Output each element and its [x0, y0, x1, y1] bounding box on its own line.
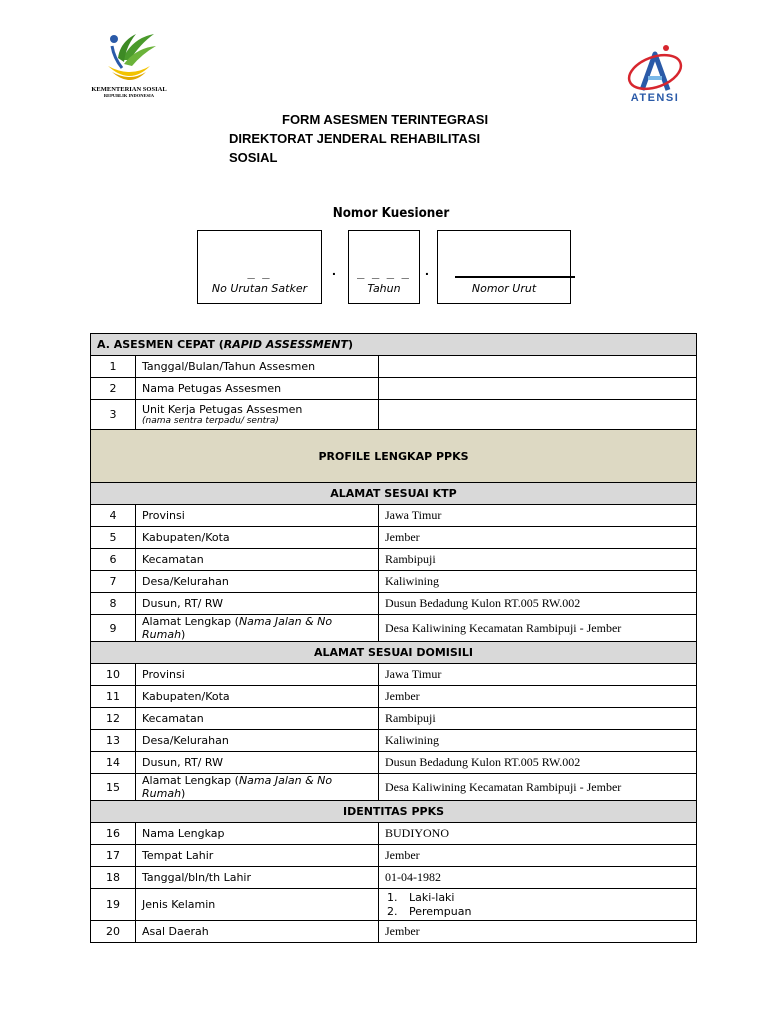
row-label: Desa/Kelurahan — [136, 571, 379, 593]
title-line-1: FORM ASESMEN TERINTEGRASI — [282, 112, 489, 127]
section-header — [91, 642, 697, 664]
kuesioner-title: Nomor Kuesioner — [332, 206, 450, 221]
kemensos-emblem-icon — [102, 30, 158, 84]
row-label: Asal Daerah — [136, 921, 379, 943]
table-row — [91, 730, 697, 752]
row-value[interactable] — [379, 356, 697, 378]
separator-dot: . — [425, 262, 429, 278]
row-number: 13 — [91, 730, 136, 752]
table-row — [91, 571, 697, 593]
row-number: 14 — [91, 752, 136, 774]
row-value[interactable]: Jawa Timur — [379, 664, 697, 686]
row-value[interactable]: Rambipuji — [379, 708, 697, 730]
row-value[interactable]: Desa Kaliwining Kecamatan Rambipuji - Jember — [379, 774, 697, 801]
row-label: Alamat Lengkap (Nama Jalan & No Rumah) — [136, 774, 379, 801]
form-title — [229, 110, 549, 167]
nomor-urut-box[interactable] — [437, 230, 571, 304]
row-number: 6 — [91, 549, 136, 571]
table-row — [91, 752, 697, 774]
table-row — [91, 921, 697, 943]
row-label: Tanggal/Bulan/Tahun Assesmen — [136, 356, 379, 378]
title-line-2: DIREKTORAT JENDERAL REHABILITASI — [229, 131, 481, 146]
row-number: 2 — [91, 378, 136, 400]
profile-title: PROFILE LENGKAP PPKS — [91, 430, 697, 483]
satker-label: No Urutan Satker — [211, 282, 308, 295]
row-label: Desa/Kelurahan — [136, 730, 379, 752]
atensi-emblem-icon — [622, 44, 688, 94]
section-a-title: A. ASESMEN CEPAT (RAPID ASSESSMENT) — [91, 334, 697, 356]
alamat-domisili-title: ALAMAT SESUAI DOMISILI — [91, 642, 697, 664]
kemensos-logo — [84, 30, 174, 102]
table-row — [91, 664, 697, 686]
section-header — [91, 801, 697, 823]
table-row — [91, 549, 697, 571]
row-number: 12 — [91, 708, 136, 730]
table-row — [91, 889, 697, 921]
separator-dot: . — [332, 262, 336, 278]
satker-value: _ _ — [247, 265, 272, 280]
row-label: Tempat Lahir — [136, 845, 379, 867]
table-row — [91, 505, 697, 527]
section-a-header — [91, 334, 697, 356]
row-value[interactable]: BUDIYONO — [379, 823, 697, 845]
row-label: Nama Lengkap — [136, 823, 379, 845]
row-number: 10 — [91, 664, 136, 686]
section-header — [91, 483, 697, 505]
row-number: 16 — [91, 823, 136, 845]
row-number: 3 — [91, 400, 136, 430]
row-value[interactable]: Jember — [379, 921, 697, 943]
table-row — [91, 378, 697, 400]
row-label: Dusun, RT/ RW — [136, 593, 379, 615]
table-row — [91, 527, 697, 549]
row-value[interactable]: Jember — [379, 686, 697, 708]
row-label: Unit Kerja Petugas Assesmen (nama sentra terpadu/ sentra) — [136, 400, 379, 430]
table-row — [91, 845, 697, 867]
table-row — [91, 615, 697, 642]
title-line-3: SOSIAL — [229, 150, 278, 165]
row-label: Kecamatan — [136, 708, 379, 730]
tahun-label: Tahun — [367, 282, 401, 295]
row-label: Kabupaten/Kota — [136, 527, 379, 549]
table-row — [91, 400, 697, 430]
row-value[interactable]: Jember — [379, 845, 697, 867]
row-number: 11 — [91, 686, 136, 708]
ministry-name: KEMENTERIAN SOSIAL — [91, 86, 167, 93]
table-row — [91, 686, 697, 708]
alamat-ktp-title: ALAMAT SESUAI KTP — [91, 483, 697, 505]
table-row — [91, 356, 697, 378]
row-value[interactable] — [379, 378, 697, 400]
ministry-subtitle: REPUBLIK INDONESIA — [103, 93, 155, 98]
row-label: Kabupaten/Kota — [136, 686, 379, 708]
table-row — [91, 593, 697, 615]
table-row — [91, 708, 697, 730]
profile-header — [91, 430, 697, 483]
nomor-urut-line — [455, 276, 575, 278]
row-value[interactable]: 01-04-1982 — [379, 867, 697, 889]
row-label: Nama Petugas Assesmen — [136, 378, 379, 400]
row-value[interactable]: Kaliwining — [379, 730, 697, 752]
assessment-table — [90, 333, 697, 943]
row-label: Tanggal/bln/th Lahir — [136, 867, 379, 889]
atensi-wordmark: ATENSI — [630, 92, 680, 104]
row-value[interactable]: Desa Kaliwining Kecamatan Rambipuji - Jember — [379, 615, 697, 642]
row-number: 9 — [91, 615, 136, 642]
tahun-value: _ _ _ _ — [357, 265, 411, 280]
table-row — [91, 823, 697, 845]
row-label: Provinsi — [136, 505, 379, 527]
row-value[interactable]: Jember — [379, 527, 697, 549]
row-label: Kecamatan — [136, 549, 379, 571]
tahun-box[interactable] — [348, 230, 420, 304]
atensi-logo — [622, 44, 688, 108]
row-value[interactable]: Kaliwining — [379, 571, 697, 593]
row-number: 20 — [91, 921, 136, 943]
row-value[interactable]: Rambipuji — [379, 549, 697, 571]
row-number: 15 — [91, 774, 136, 801]
row-number: 17 — [91, 845, 136, 867]
table-row — [91, 774, 697, 801]
row-number: 5 — [91, 527, 136, 549]
row-label: Jenis Kelamin — [136, 889, 379, 921]
row-value[interactable]: Dusun Bedadung Kulon RT.005 RW.002 — [379, 752, 697, 774]
table-row — [91, 867, 697, 889]
row-value[interactable]: Jawa Timur — [379, 505, 697, 527]
gender-option-male[interactable]: 1. Laki-laki — [387, 890, 455, 904]
row-label: Alamat Lengkap (Nama Jalan & No Rumah) — [136, 615, 379, 642]
row-number: 4 — [91, 505, 136, 527]
row-number: 19 — [91, 889, 136, 921]
satker-box[interactable] — [197, 230, 322, 304]
gender-option-female[interactable]: 2. Perempuan — [387, 904, 472, 918]
row-number: 8 — [91, 593, 136, 615]
row-number: 7 — [91, 571, 136, 593]
row-label: Provinsi — [136, 664, 379, 686]
row-value[interactable] — [379, 400, 697, 430]
identitas-title: IDENTITAS PPKS — [91, 801, 697, 823]
gender-options — [379, 889, 697, 921]
nomor-urut-label: Nomor Urut — [471, 282, 537, 295]
row-value[interactable]: Dusun Bedadung Kulon RT.005 RW.002 — [379, 593, 697, 615]
row-label: Dusun, RT/ RW — [136, 752, 379, 774]
row-number: 1 — [91, 356, 136, 378]
row-number: 18 — [91, 867, 136, 889]
